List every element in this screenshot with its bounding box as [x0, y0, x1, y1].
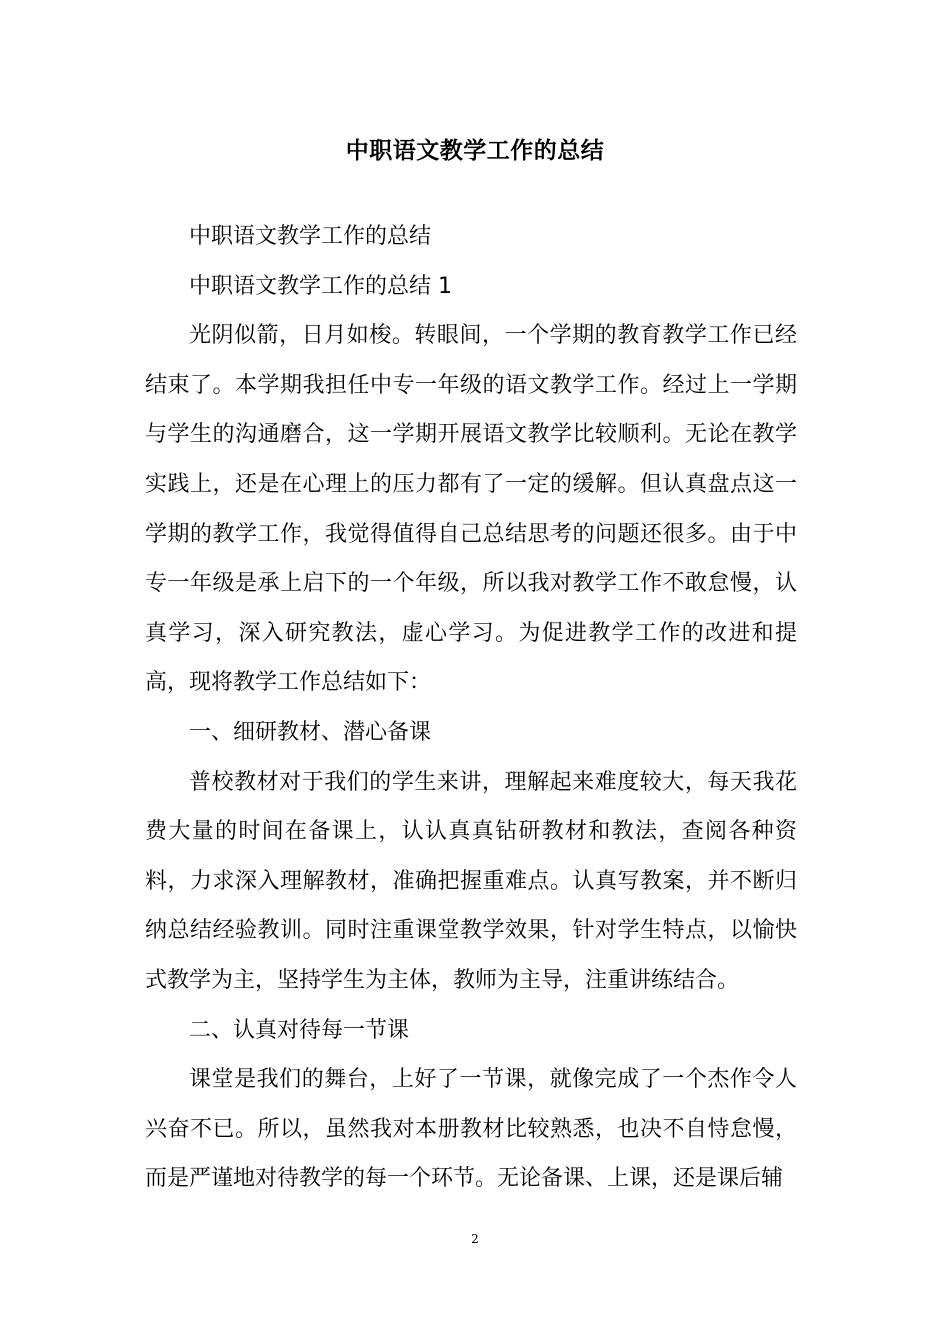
- paragraph-subheading: 中职语文教学工作的总结 1: [189, 273, 452, 299]
- paragraph-intro: 光阴似箭，日月如梭。转眼间，一个学期的教育教学工作已经结束了。本学期我担任中专一年级的语文教学工作。经过上一学期与学生的沟通磨合，这一学期开展语文教学比较顺利。无论在教学实践上，还是在心理上的压力都有了一定的缓解。但认真盘点这一学期的教学工作，我觉得值得自己总结思考的问题还很多。由于中专一年级是承上启下的一个年级，所以我对教学工作不敢怠慢，认真学习，深入研究教法，虚心学习。为促进教学工作的改进和提高，现将教学工作总结如下：: [145, 323, 797, 696]
- document-title: 中职语文教学工作的总结: [345, 138, 605, 164]
- page-number: 2: [471, 1232, 479, 1246]
- document-body: [145, 212, 797, 1204]
- paragraph-section-1: 普校教材对于我们的学生来讲，理解起来难度较大，每天我花费大量的时间在备课上，认认真真钻研教材和教法，查阅各种资料，力求深入理解教材，准确把握重难点。认真写教案，并不断归纳总结经验教训。同时注重课堂教学效果，针对学生特点，以愉快式教学为主，坚持学生为主体，教师为主导，注重讲练结合。: [145, 769, 797, 993]
- paragraph-section-2: 课堂是我们的舞台，上好了一节课，就像完成了一个杰作令人兴奋不已。所以，虽然我对本册教材比较熟悉，也决不自恃怠慢，而是严谨地对待教学的每一个环节。无论备课、上课，还是课后辅: [145, 1067, 797, 1192]
- section-heading-2: 二、认真对待每一节课: [189, 1017, 410, 1043]
- section-heading-1: 一、细研教材、潜心备课: [189, 719, 432, 745]
- paragraph-heading: 中职语文教学工作的总结: [189, 224, 432, 249]
